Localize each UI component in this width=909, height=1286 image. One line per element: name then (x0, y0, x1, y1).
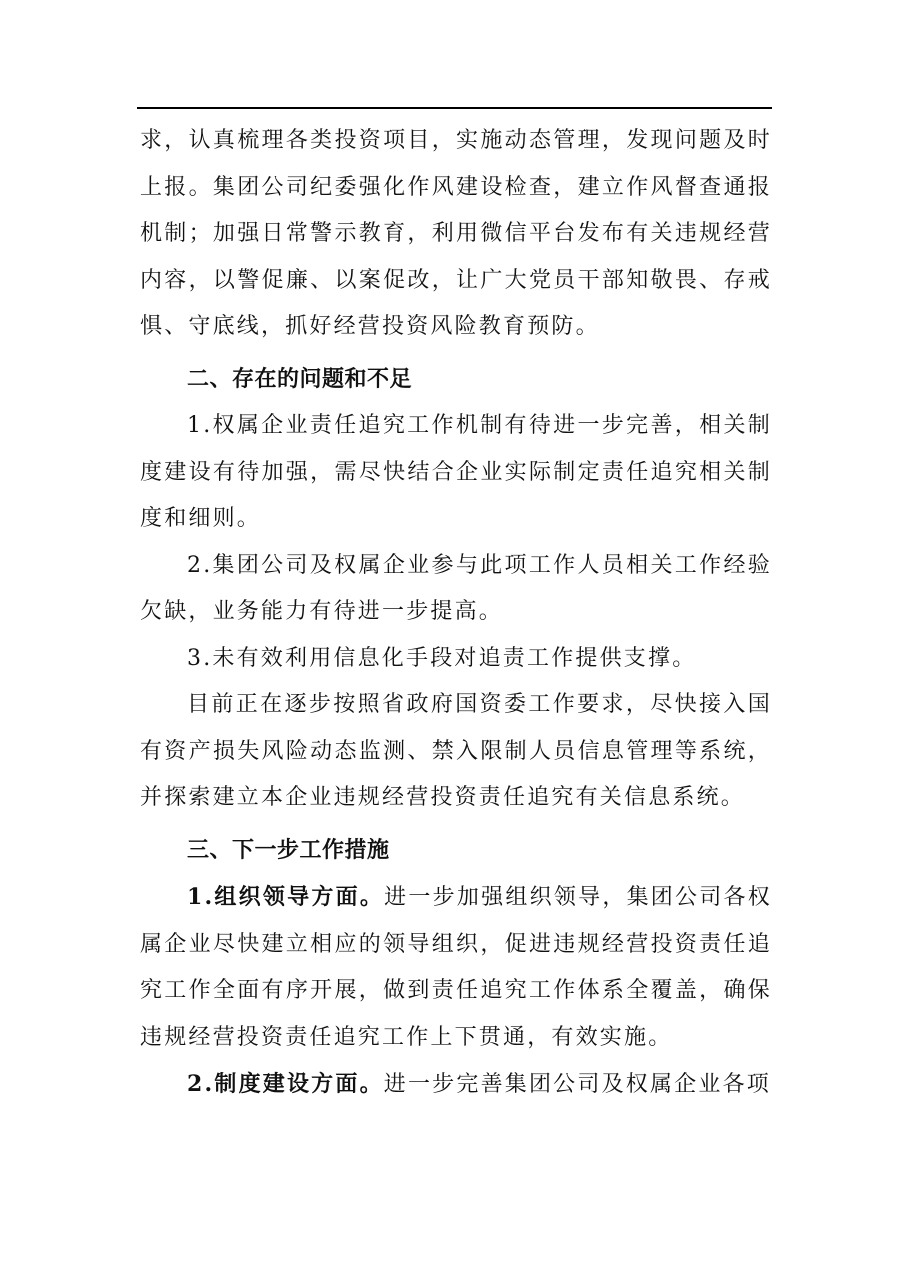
paragraph-issue-1: 1.权属企业责任追究工作机制有待进一步完善，相关制度建设有待加强，需尽快结合企业实际制定责任追究相关制度和细则。 (140, 413, 772, 531)
paragraph-issue-3: 3.未有效利用信息化手段对追责工作提供支撑。 (187, 645, 697, 671)
section-heading-2: 二、存在的问题和不足 (187, 366, 413, 392)
measure-2-lead: 2.制度建设方面。 (187, 1071, 384, 1097)
measure-1-lead: 1.组织领导方面。 (187, 884, 385, 910)
measure-2-text: 进一步完善集团公司及权属企业各项 (383, 1072, 771, 1097)
body-text (140, 118, 772, 1109)
measure-1-text: 进一步加强组织领导，集团公司各权属企业尽快建立相应的领导组织，促进违规经营投资责任追究工作全面有序开展，做到责任追究工作体系全覆盖，确保违规经营投资责任追究工作上下贯通，有效实施。 (140, 885, 772, 1050)
paragraph-current-progress: 目前正在逐步按照省政府国资委工作要求，尽快接入国有资产损失风险动态监测、禁入限制人员信息管理等系统，并探索建立本企业违规经营投资责任追究有关信息系统。 (140, 692, 772, 810)
paragraph-measure-2 (140, 1061, 772, 1109)
paragraph-continuation: 求，认真梳理各类投资项目，实施动态管理，发现问题及时上报。集团公司纪委强化作风建设检查，建立作风督查通报机制；加强日常警示教育，利用微信平台发布有关违规经营内容，以警促廉、以案促改，让广大党员干部知敬畏、存戒惧、守底线，抓好经营投资风险教育预防。 (140, 128, 772, 339)
paragraph-measure-1 (140, 874, 772, 1061)
header-rule (137, 107, 772, 109)
paragraph-issue-2: 2.集团公司及权属企业参与此项工作人员相关工作经验欠缺，业务能力有待进一步提高。 (140, 552, 772, 624)
section-heading-3: 三、下一步工作措施 (187, 837, 390, 863)
